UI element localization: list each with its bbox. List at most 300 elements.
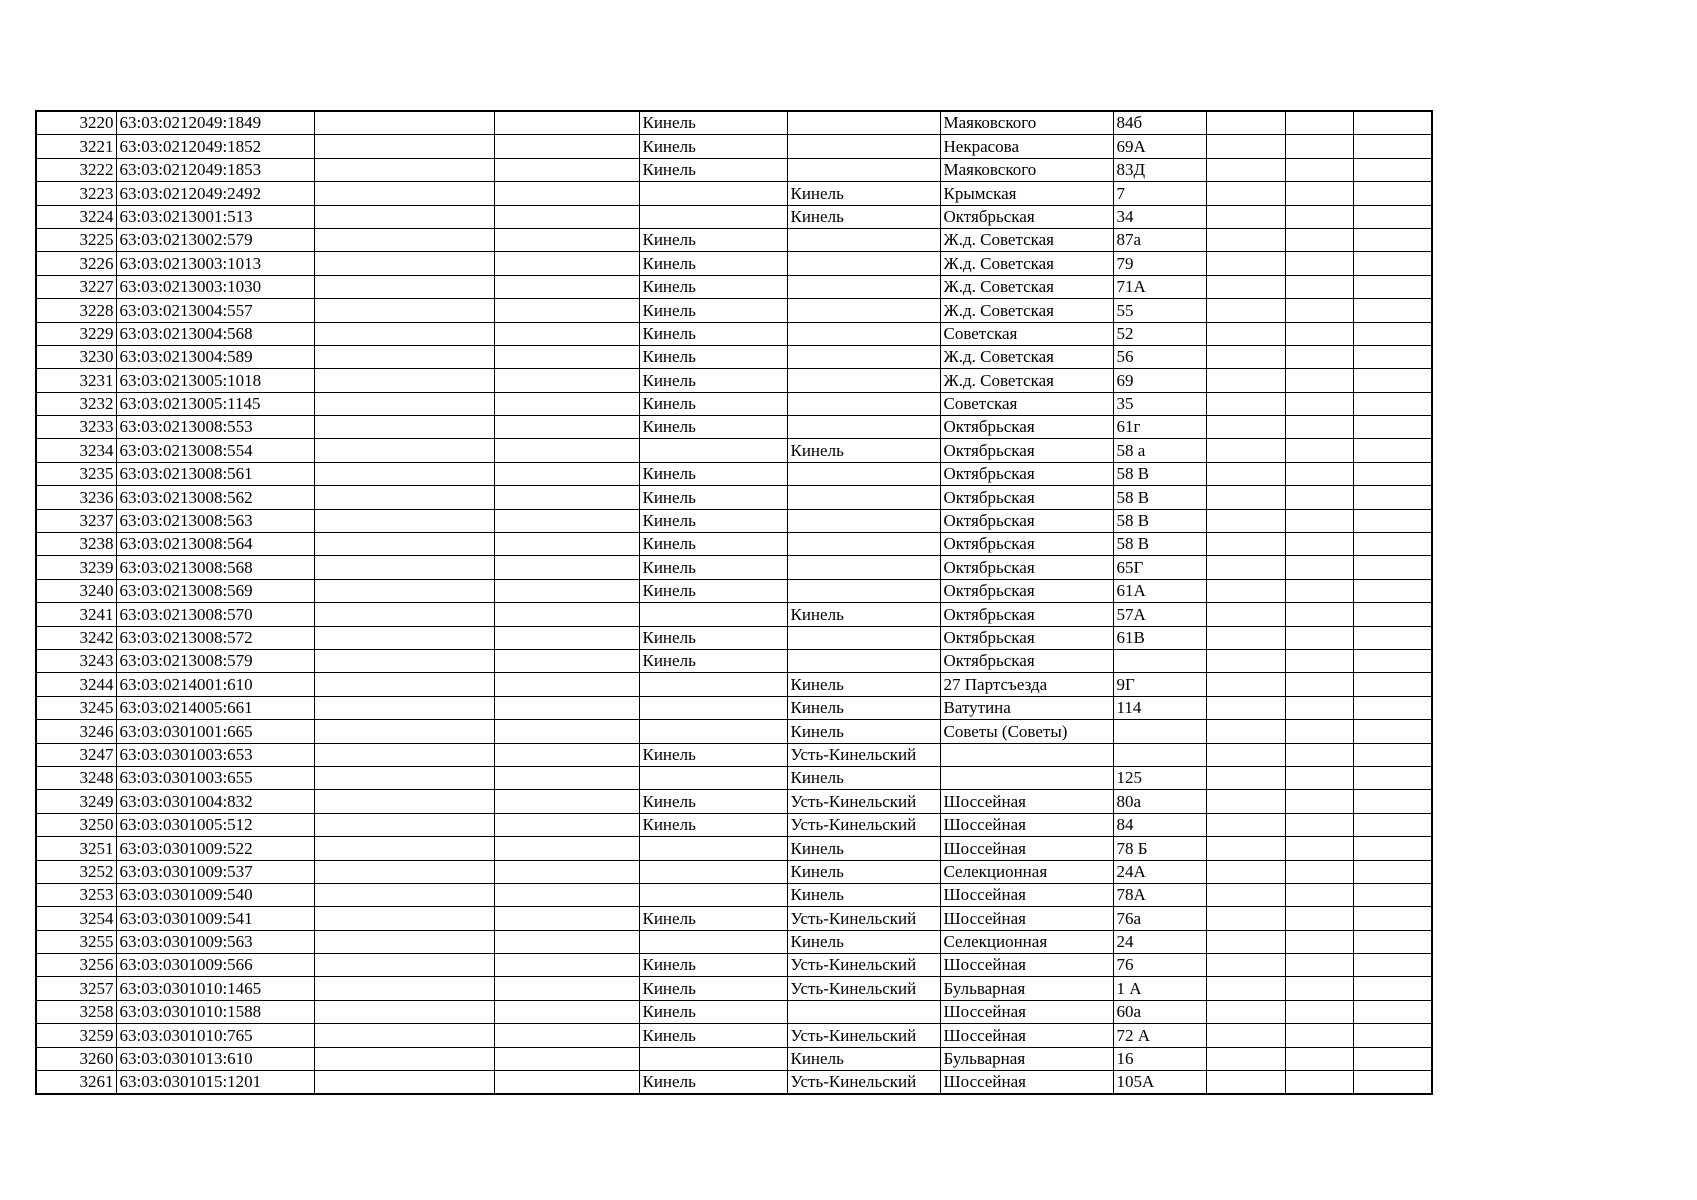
table-row [36, 673, 1432, 696]
cell-house-number: 52 [1113, 322, 1206, 345]
cell-settlement [787, 649, 940, 672]
cell-col-11 [1353, 673, 1432, 696]
table-row [36, 369, 1432, 392]
cell-row-number: 3242 [36, 626, 116, 649]
cell-col-4 [494, 790, 639, 813]
cell-col-10 [1285, 954, 1353, 977]
cell-col-4 [494, 299, 639, 322]
cell-cadastral-number: 63:03:0213008:579 [116, 649, 314, 672]
cell-city: Кинель [639, 158, 787, 181]
cell-row-number: 3225 [36, 228, 116, 251]
cell-col-10 [1285, 462, 1353, 485]
cell-col-11 [1353, 556, 1432, 579]
registry-table-body [36, 111, 1432, 1094]
cell-col-9 [1206, 649, 1285, 672]
cell-settlement: Кинель [787, 182, 940, 205]
cell-city [639, 182, 787, 205]
cell-row-number: 3229 [36, 322, 116, 345]
table-row [36, 603, 1432, 626]
cell-row-number: 3230 [36, 345, 116, 368]
cell-house-number: 58 В [1113, 462, 1206, 485]
cell-col-11 [1353, 462, 1432, 485]
cell-row-number: 3246 [36, 720, 116, 743]
cell-col-11 [1353, 766, 1432, 789]
cell-cadastral-number: 63:03:0214001:610 [116, 673, 314, 696]
cell-row-number: 3226 [36, 252, 116, 275]
cell-cadastral-number: 63:03:0301003:655 [116, 766, 314, 789]
cell-col-11 [1353, 813, 1432, 836]
cell-cadastral-number: 63:03:0301010:765 [116, 1024, 314, 1047]
table-row [36, 649, 1432, 672]
cell-street: Шоссейная [940, 1024, 1113, 1047]
cell-settlement: Кинель [787, 439, 940, 462]
cell-cadastral-number: 63:03:0213008:572 [116, 626, 314, 649]
cell-col-10 [1285, 837, 1353, 860]
cell-row-number: 3234 [36, 439, 116, 462]
cell-city: Кинель [639, 486, 787, 509]
cell-col-11 [1353, 299, 1432, 322]
cell-col-4 [494, 369, 639, 392]
table-row [36, 252, 1432, 275]
table-row [36, 813, 1432, 836]
cell-col-10 [1285, 392, 1353, 415]
cell-col-4 [494, 837, 639, 860]
cell-street: Шоссейная [940, 1071, 1113, 1095]
cell-col-11 [1353, 275, 1432, 298]
cell-house-number: 78А [1113, 883, 1206, 906]
cell-col-10 [1285, 813, 1353, 836]
cell-house-number: 61А [1113, 579, 1206, 602]
cell-house-number: 58 а [1113, 439, 1206, 462]
cell-col-3 [314, 509, 494, 532]
cell-settlement: Кинель [787, 720, 940, 743]
table-row [36, 626, 1432, 649]
cell-city: Кинель [639, 1071, 787, 1095]
cell-col-9 [1206, 626, 1285, 649]
cell-settlement: Усть-Кинельский [787, 813, 940, 836]
cell-col-9 [1206, 579, 1285, 602]
cell-settlement [787, 509, 940, 532]
cell-street: Селекционная [940, 930, 1113, 953]
cell-row-number: 3260 [36, 1047, 116, 1070]
cell-col-4 [494, 603, 639, 626]
cell-col-3 [314, 743, 494, 766]
table-row [36, 533, 1432, 556]
cell-house-number: 24 [1113, 930, 1206, 953]
cell-city: Кинель [639, 1000, 787, 1023]
cell-col-10 [1285, 135, 1353, 158]
cell-settlement [787, 158, 940, 181]
cell-settlement [787, 275, 940, 298]
cell-row-number: 3256 [36, 954, 116, 977]
cell-col-10 [1285, 930, 1353, 953]
cell-col-9 [1206, 673, 1285, 696]
cell-col-11 [1353, 603, 1432, 626]
cell-street: Бульварная [940, 977, 1113, 1000]
cell-col-11 [1353, 439, 1432, 462]
cell-col-11 [1353, 1047, 1432, 1070]
cell-col-4 [494, 743, 639, 766]
table-row [36, 930, 1432, 953]
cell-col-3 [314, 439, 494, 462]
cell-settlement: Усть-Кинельский [787, 743, 940, 766]
cell-col-10 [1285, 228, 1353, 251]
cell-house-number: 114 [1113, 696, 1206, 719]
cell-col-9 [1206, 743, 1285, 766]
cell-col-3 [314, 369, 494, 392]
cell-col-9 [1206, 299, 1285, 322]
cell-col-11 [1353, 720, 1432, 743]
cell-house-number: 83Д [1113, 158, 1206, 181]
cell-col-11 [1353, 837, 1432, 860]
cell-col-3 [314, 533, 494, 556]
cell-city: Кинель [639, 533, 787, 556]
cell-cadastral-number: 63:03:0213008:568 [116, 556, 314, 579]
cell-row-number: 3235 [36, 462, 116, 485]
cell-settlement [787, 345, 940, 368]
cell-settlement [787, 111, 940, 135]
cell-col-11 [1353, 860, 1432, 883]
table-row [36, 579, 1432, 602]
cell-city: Кинель [639, 392, 787, 415]
cell-col-9 [1206, 790, 1285, 813]
table-row [36, 1071, 1432, 1095]
cell-cadastral-number: 63:03:0213008:564 [116, 533, 314, 556]
cell-row-number: 3240 [36, 579, 116, 602]
cell-col-3 [314, 322, 494, 345]
cell-house-number: 7 [1113, 182, 1206, 205]
cell-col-11 [1353, 883, 1432, 906]
cell-street: Ж.д. Советская [940, 345, 1113, 368]
cell-col-10 [1285, 299, 1353, 322]
cell-col-4 [494, 322, 639, 345]
cell-col-3 [314, 556, 494, 579]
cell-settlement: Усть-Кинельский [787, 977, 940, 1000]
cell-cadastral-number: 63:03:0301009:563 [116, 930, 314, 953]
cell-settlement: Кинель [787, 696, 940, 719]
cell-col-3 [314, 673, 494, 696]
cell-settlement: Кинель [787, 1047, 940, 1070]
cell-col-10 [1285, 696, 1353, 719]
table-row [36, 790, 1432, 813]
cell-street: Шоссейная [940, 790, 1113, 813]
cell-settlement [787, 626, 940, 649]
cell-street: Советы (Советы) [940, 720, 1113, 743]
cell-col-9 [1206, 1024, 1285, 1047]
cell-col-10 [1285, 111, 1353, 135]
cell-col-3 [314, 954, 494, 977]
cell-row-number: 3259 [36, 1024, 116, 1047]
table-row [36, 720, 1432, 743]
cell-house-number: 58 В [1113, 509, 1206, 532]
table-row [36, 743, 1432, 766]
cell-col-9 [1206, 1047, 1285, 1070]
cell-row-number: 3232 [36, 392, 116, 415]
cell-col-4 [494, 486, 639, 509]
cell-city: Кинель [639, 579, 787, 602]
cell-city: Кинель [639, 626, 787, 649]
cell-cadastral-number: 63:03:0213001:513 [116, 205, 314, 228]
cell-street: Бульварная [940, 1047, 1113, 1070]
cell-row-number: 3220 [36, 111, 116, 135]
cell-col-11 [1353, 182, 1432, 205]
cell-city: Кинель [639, 813, 787, 836]
cell-cadastral-number: 63:03:0212049:2492 [116, 182, 314, 205]
cell-col-3 [314, 135, 494, 158]
cell-row-number: 3231 [36, 369, 116, 392]
cell-street: Шоссейная [940, 813, 1113, 836]
cell-house-number [1113, 720, 1206, 743]
cell-house-number: 60а [1113, 1000, 1206, 1023]
cell-col-9 [1206, 603, 1285, 626]
cell-row-number: 3223 [36, 182, 116, 205]
cell-settlement [787, 579, 940, 602]
cell-street: Октябрьская [940, 509, 1113, 532]
cell-col-3 [314, 649, 494, 672]
cell-row-number: 3248 [36, 766, 116, 789]
cell-col-4 [494, 158, 639, 181]
cell-city: Кинель [639, 416, 787, 439]
cell-cadastral-number: 63:03:0301009:537 [116, 860, 314, 883]
cell-col-10 [1285, 1000, 1353, 1023]
cell-city: Кинель [639, 111, 787, 135]
cell-col-4 [494, 111, 639, 135]
cell-col-4 [494, 345, 639, 368]
cell-col-10 [1285, 579, 1353, 602]
cell-col-10 [1285, 439, 1353, 462]
cell-cadastral-number: 63:03:0301015:1201 [116, 1071, 314, 1095]
cell-col-3 [314, 252, 494, 275]
cell-street: Шоссейная [940, 883, 1113, 906]
cell-house-number [1113, 743, 1206, 766]
cell-house-number: 125 [1113, 766, 1206, 789]
cell-col-9 [1206, 1000, 1285, 1023]
cell-col-11 [1353, 907, 1432, 930]
cell-col-9 [1206, 930, 1285, 953]
cell-row-number: 3245 [36, 696, 116, 719]
cell-col-11 [1353, 111, 1432, 135]
cell-settlement: Кинель [787, 860, 940, 883]
cell-col-4 [494, 673, 639, 696]
cell-city: Кинель [639, 322, 787, 345]
cell-cadastral-number: 63:03:0213008:569 [116, 579, 314, 602]
table-row [36, 1024, 1432, 1047]
cell-cadastral-number: 63:03:0213008:562 [116, 486, 314, 509]
table-row [36, 1000, 1432, 1023]
cell-row-number: 3251 [36, 837, 116, 860]
cell-cadastral-number: 63:03:0213005:1145 [116, 392, 314, 415]
cell-row-number: 3236 [36, 486, 116, 509]
table-row [36, 182, 1432, 205]
cell-street: Ж.д. Советская [940, 299, 1113, 322]
cell-col-10 [1285, 1071, 1353, 1095]
cell-col-11 [1353, 930, 1432, 953]
cell-col-3 [314, 1024, 494, 1047]
cell-col-3 [314, 837, 494, 860]
cell-house-number: 80а [1113, 790, 1206, 813]
cell-col-11 [1353, 790, 1432, 813]
cell-col-4 [494, 626, 639, 649]
cell-col-3 [314, 696, 494, 719]
table-row [36, 907, 1432, 930]
cell-col-9 [1206, 533, 1285, 556]
table-row [36, 345, 1432, 368]
cell-col-9 [1206, 907, 1285, 930]
cell-street: Октябрьская [940, 462, 1113, 485]
cell-row-number: 3222 [36, 158, 116, 181]
cell-cadastral-number: 63:03:0213004:589 [116, 345, 314, 368]
table-row [36, 322, 1432, 345]
cell-col-11 [1353, 369, 1432, 392]
cell-street: Шоссейная [940, 837, 1113, 860]
cell-col-9 [1206, 416, 1285, 439]
cell-col-9 [1206, 486, 1285, 509]
cell-cadastral-number: 63:03:0301003:653 [116, 743, 314, 766]
cell-col-11 [1353, 626, 1432, 649]
cell-settlement: Усть-Кинельский [787, 907, 940, 930]
cell-col-4 [494, 766, 639, 789]
cell-house-number: 61г [1113, 416, 1206, 439]
cell-row-number: 3261 [36, 1071, 116, 1095]
cell-settlement [787, 135, 940, 158]
cell-col-4 [494, 439, 639, 462]
cell-city [639, 837, 787, 860]
cell-street: Октябрьская [940, 579, 1113, 602]
cell-col-11 [1353, 228, 1432, 251]
cell-col-10 [1285, 1024, 1353, 1047]
cell-settlement: Кинель [787, 205, 940, 228]
cell-city [639, 720, 787, 743]
cell-house-number: 24А [1113, 860, 1206, 883]
table-row [36, 860, 1432, 883]
cell-city: Кинель [639, 252, 787, 275]
cell-col-4 [494, 205, 639, 228]
cell-house-number: 34 [1113, 205, 1206, 228]
cell-city [639, 205, 787, 228]
cell-cadastral-number: 63:03:0212049:1853 [116, 158, 314, 181]
cell-col-9 [1206, 813, 1285, 836]
cell-col-9 [1206, 439, 1285, 462]
cell-col-11 [1353, 649, 1432, 672]
cell-col-3 [314, 1071, 494, 1095]
cell-cadastral-number: 63:03:0212049:1852 [116, 135, 314, 158]
table-row [36, 509, 1432, 532]
cell-col-3 [314, 1000, 494, 1023]
cell-col-11 [1353, 579, 1432, 602]
table-row [36, 883, 1432, 906]
cell-house-number: 72 А [1113, 1024, 1206, 1047]
cell-col-3 [314, 275, 494, 298]
cell-settlement: Кинель [787, 883, 940, 906]
cell-settlement: Усть-Кинельский [787, 1071, 940, 1095]
cell-col-10 [1285, 720, 1353, 743]
cell-col-4 [494, 1071, 639, 1095]
cell-street: Шоссейная [940, 954, 1113, 977]
cell-house-number: 105А [1113, 1071, 1206, 1095]
cell-col-10 [1285, 860, 1353, 883]
cell-col-9 [1206, 556, 1285, 579]
cell-settlement: Кинель [787, 603, 940, 626]
table-row [36, 486, 1432, 509]
cell-city: Кинель [639, 275, 787, 298]
cell-col-3 [314, 205, 494, 228]
table-row [36, 439, 1432, 462]
cell-col-3 [314, 486, 494, 509]
cell-col-9 [1206, 322, 1285, 345]
cell-col-10 [1285, 883, 1353, 906]
cell-col-4 [494, 556, 639, 579]
table-row [36, 1047, 1432, 1070]
cell-col-11 [1353, 345, 1432, 368]
cell-row-number: 3258 [36, 1000, 116, 1023]
cell-col-9 [1206, 837, 1285, 860]
cell-city: Кинель [639, 135, 787, 158]
cell-city [639, 930, 787, 953]
cell-row-number: 3224 [36, 205, 116, 228]
cell-col-4 [494, 533, 639, 556]
registry-table [35, 110, 1433, 1095]
cell-col-9 [1206, 954, 1285, 977]
table-row [36, 954, 1432, 977]
cell-col-4 [494, 696, 639, 719]
cell-col-4 [494, 252, 639, 275]
cell-cadastral-number: 63:03:0213008:554 [116, 439, 314, 462]
cell-street: Маяковского [940, 158, 1113, 181]
cell-col-3 [314, 907, 494, 930]
cell-col-9 [1206, 205, 1285, 228]
cell-settlement: Усть-Кинельский [787, 954, 940, 977]
cell-house-number: 76 [1113, 954, 1206, 977]
cell-row-number: 3249 [36, 790, 116, 813]
cell-row-number: 3257 [36, 977, 116, 1000]
cell-settlement [787, 556, 940, 579]
cell-house-number: 87а [1113, 228, 1206, 251]
cell-house-number: 84б [1113, 111, 1206, 135]
cell-street: Октябрьская [940, 486, 1113, 509]
cell-row-number: 3254 [36, 907, 116, 930]
cell-cadastral-number: 63:03:0301004:832 [116, 790, 314, 813]
cell-house-number: 84 [1113, 813, 1206, 836]
cell-col-9 [1206, 860, 1285, 883]
cell-col-11 [1353, 252, 1432, 275]
cell-cadastral-number: 63:03:0214005:661 [116, 696, 314, 719]
cell-row-number: 3233 [36, 416, 116, 439]
cell-street: Ж.д. Советская [940, 228, 1113, 251]
cell-house-number: 9Г [1113, 673, 1206, 696]
cell-settlement: Кинель [787, 673, 940, 696]
cell-col-11 [1353, 135, 1432, 158]
cell-settlement: Усть-Кинельский [787, 790, 940, 813]
cell-col-10 [1285, 369, 1353, 392]
cell-row-number: 3243 [36, 649, 116, 672]
cell-house-number: 69А [1113, 135, 1206, 158]
table-row [36, 228, 1432, 251]
cell-col-9 [1206, 111, 1285, 135]
cell-row-number: 3227 [36, 275, 116, 298]
cell-street: Октябрьская [940, 533, 1113, 556]
cell-street: Некрасова [940, 135, 1113, 158]
cell-street: Ватутина [940, 696, 1113, 719]
cell-col-9 [1206, 1071, 1285, 1095]
cell-col-3 [314, 462, 494, 485]
cell-street: Крымская [940, 182, 1113, 205]
cell-city: Кинель [639, 345, 787, 368]
cell-col-10 [1285, 345, 1353, 368]
cell-house-number: 79 [1113, 252, 1206, 275]
table-row [36, 977, 1432, 1000]
table-row [36, 158, 1432, 181]
cell-col-3 [314, 579, 494, 602]
